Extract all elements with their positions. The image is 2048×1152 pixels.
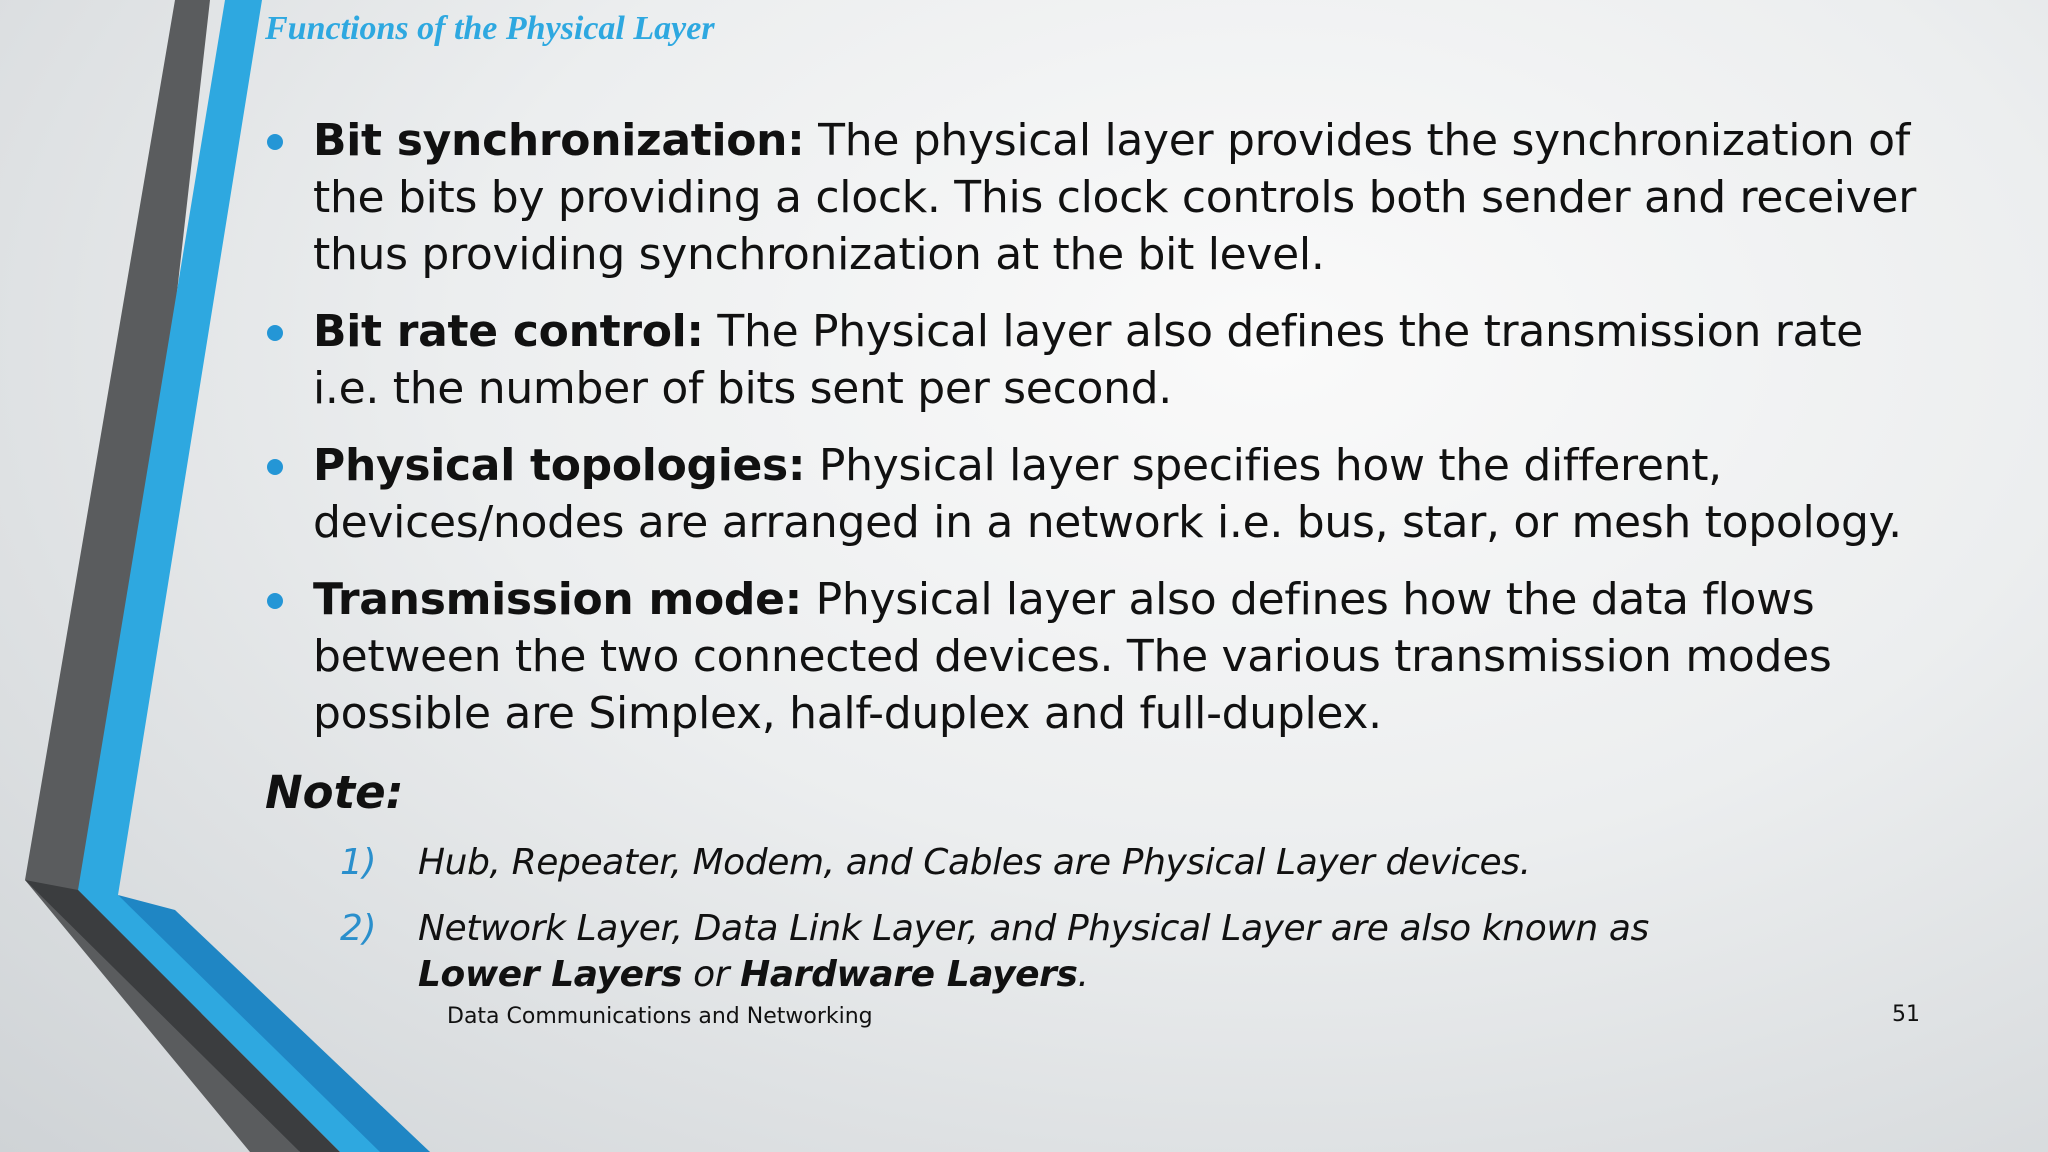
bullet-bit-synchronization	[265, 112, 1925, 283]
bullet-transmission-mode	[265, 571, 1925, 742]
bullet-text: Physical layer also defines how the data flows between the two connected devices. The various transmission modes possible are Simplex, half-duplex and full-duplex.	[313, 574, 1832, 739]
bullet-text: Physical layer specifies how the different, devices/nodes are arranged in a network i.e. bus, star, or mesh topology.	[313, 440, 1902, 548]
note-list	[340, 840, 1780, 1018]
bullet-dot-icon	[267, 593, 283, 609]
note-text: Hub, Repeater, Modem, and Cables are Physical Layer devices.	[418, 842, 1531, 883]
note-item-1	[340, 840, 1780, 886]
note-number: 2)	[340, 908, 377, 949]
bullet-list	[265, 112, 1925, 762]
bullet-physical-topologies	[265, 437, 1925, 551]
bullet-dot-icon	[267, 325, 283, 341]
bullet-bit-rate-control	[265, 303, 1925, 417]
bullet-text: The physical layer provides the synchronization of the bits by providing a clock. This clock controls both sender and receiver thus providing synchronization at the bit level.	[313, 115, 1916, 280]
bullet-term: Transmission mode:	[313, 574, 802, 625]
bullet-dot-icon	[267, 459, 283, 475]
note-text-c: .	[1077, 954, 1089, 995]
note-item-2	[340, 906, 1780, 998]
note-number: 1)	[340, 842, 377, 883]
note-text-b: or	[682, 954, 741, 995]
bullet-term: Physical topologies:	[313, 440, 806, 491]
bullet-term: Bit synchronization:	[313, 115, 805, 166]
footer-text: Data Communications and Networking	[447, 1004, 873, 1029]
note-heading: Note:	[265, 766, 404, 819]
bullet-dot-icon	[267, 134, 283, 150]
slide-title: Functions of the Physical Layer	[265, 10, 715, 47]
page-number: 51	[1892, 1002, 1920, 1027]
bullet-text: The Physical layer also defines the transmission rate i.e. the number of bits sent per second.	[313, 306, 1863, 414]
note-bold-hardware-layers: Hardware Layers	[740, 954, 1078, 995]
note-text-a: Network Layer, Data Link Layer, and Physical Layer are also known as	[418, 908, 1649, 949]
bullet-term: Bit rate control:	[313, 306, 704, 357]
note-bold-lower-layers: Lower Layers	[418, 954, 683, 995]
